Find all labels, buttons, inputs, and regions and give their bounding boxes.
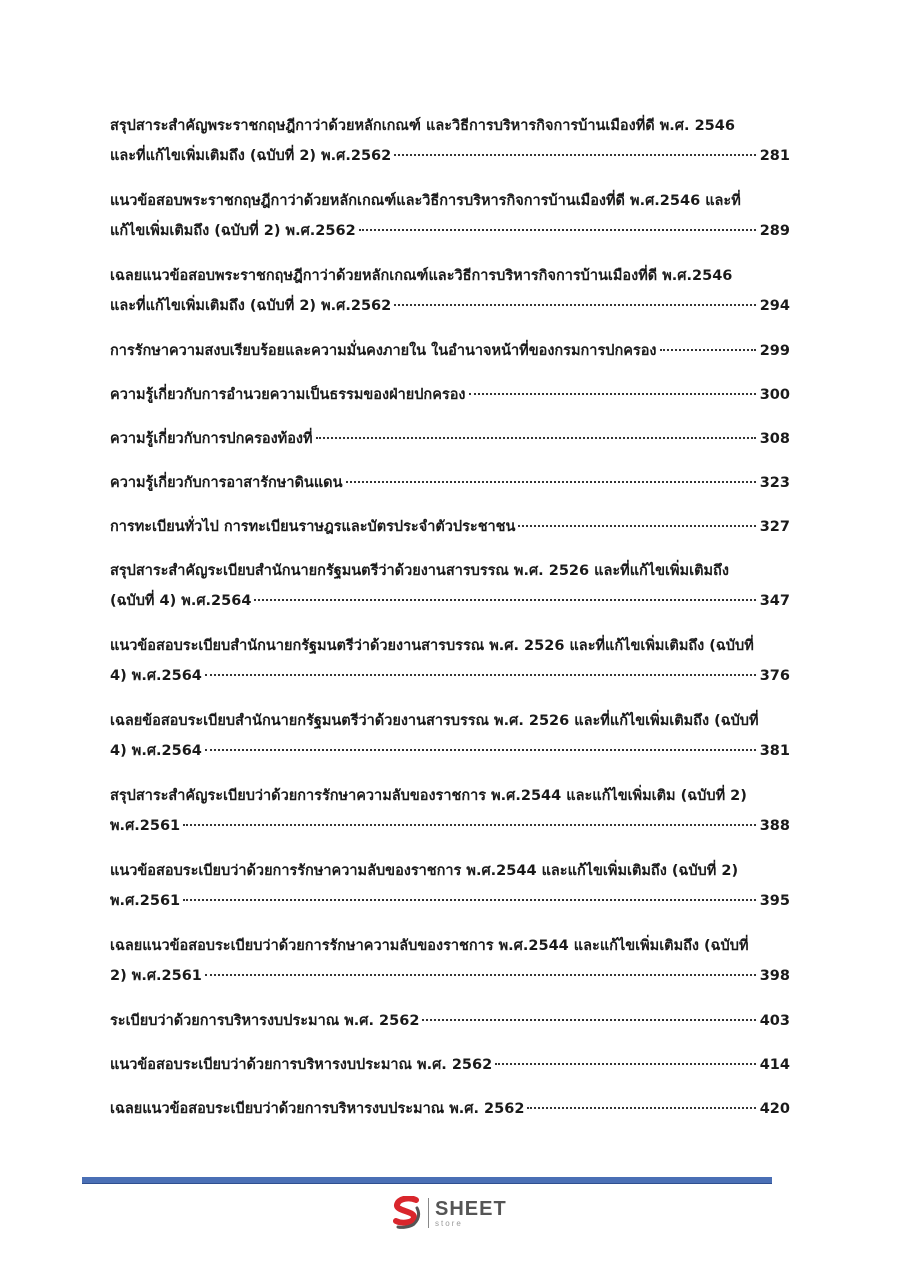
toc-entry-line bbox=[110, 886, 790, 916]
logo-sub-text: store bbox=[435, 1218, 463, 1228]
toc-entry-title-line1: เฉลยข้อสอบระเบียบสำนักนายกรัฐมนตรีว่าด้วยงานสารบรรณ พ.ศ. 2526 และที่แก้ไขเพิ่มเติมถึง (ฉบับที่ bbox=[110, 713, 759, 729]
toc-leader-dots bbox=[527, 1106, 755, 1109]
toc-entry bbox=[110, 1050, 790, 1080]
toc-page-number: 289 bbox=[759, 223, 790, 239]
toc-entry-title: พ.ศ.2561 bbox=[110, 818, 181, 834]
toc-entry-title-line1: สรุปสาระสำคัญพระราชกฤษฎีกาว่าด้วยหลักเกณฑ์ และวิธีการบริหารกิจการบ้านเมืองที่ดี พ.ศ. 2546 bbox=[110, 118, 735, 134]
toc-page-number: 323 bbox=[759, 475, 790, 491]
footer-rule bbox=[82, 1177, 772, 1184]
toc-entry-title: ความรู้เกี่ยวกับการปกครองท้องที่ bbox=[110, 431, 313, 447]
toc-entry-title: ความรู้เกี่ยวกับการอาสารักษาดินแดน bbox=[110, 475, 343, 491]
toc-leader-dots bbox=[495, 1062, 756, 1065]
toc-entry-title: 4) พ.ศ.2564 bbox=[110, 668, 202, 684]
toc-entry-line bbox=[110, 811, 790, 841]
toc-entry-title: 2) พ.ศ.2561 bbox=[110, 968, 202, 984]
toc-page-number: 388 bbox=[759, 818, 790, 834]
toc-page-number: 300 bbox=[759, 387, 790, 403]
toc-entry-title-line1: เฉลยแนวข้อสอบพระราชกฤษฎีกาว่าด้วยหลักเกณฑ์และวิธีการบริหารกิจการบ้านเมืองที่ดี พ.ศ.2546 bbox=[110, 268, 733, 284]
toc-page-number: 381 bbox=[759, 743, 790, 759]
logo-main-text: SHEET bbox=[435, 1197, 507, 1220]
toc-entry-line bbox=[110, 141, 790, 171]
toc-entry-title-line1: แนวข้อสอบระเบียบว่าด้วยการรักษาความลับของราชการ พ.ศ.2544 และแก้ไขเพิ่มเติมถึง (ฉบับที่ 2) bbox=[110, 863, 739, 879]
toc-entry-title: (ฉบับที่ 4) พ.ศ.2564 bbox=[110, 593, 252, 609]
toc-entry-title-line1: สรุปสาระสำคัญระเบียบสำนักนายกรัฐมนตรีว่าด้วยงานสารบรรณ พ.ศ. 2526 และที่แก้ไขเพิ่มเติมถึง bbox=[110, 563, 729, 579]
toc-entry bbox=[110, 1094, 790, 1124]
toc-entry-title-line1: แนวข้อสอบพระราชกฤษฎีกาว่าด้วยหลักเกณฑ์และวิธีการบริหารกิจการบ้านเมืองที่ดี พ.ศ.2546 และที่ bbox=[110, 193, 741, 209]
toc-page-number: 308 bbox=[759, 431, 790, 447]
toc-page-number: 414 bbox=[759, 1057, 790, 1073]
toc-leader-dots bbox=[205, 748, 756, 751]
table-of-contents bbox=[110, 111, 790, 1138]
toc-entry-title: 4) พ.ศ.2564 bbox=[110, 743, 202, 759]
toc-page-number: 347 bbox=[759, 593, 790, 609]
toc-page-number: 403 bbox=[759, 1013, 790, 1029]
toc-entry-title: เฉลยแนวข้อสอบระเบียบว่าด้วยการบริหารงบประมาณ พ.ศ. 2562 bbox=[110, 1101, 525, 1117]
toc-entry bbox=[110, 781, 790, 841]
logo-wordmark bbox=[435, 1199, 507, 1228]
toc-page-number: 327 bbox=[759, 519, 790, 535]
toc-leader-dots bbox=[205, 673, 756, 676]
toc-leader-dots bbox=[660, 348, 756, 351]
toc-entry-title: แนวข้อสอบระเบียบว่าด้วยการบริหารงบประมาณ พ.ศ. 2562 bbox=[110, 1057, 493, 1073]
toc-entry-title: และที่แก้ไขเพิ่มเติมถึง (ฉบับที่ 2) พ.ศ.2562 bbox=[110, 148, 392, 164]
logo-separator bbox=[428, 1198, 429, 1228]
toc-page-number: 420 bbox=[759, 1101, 790, 1117]
toc-entry bbox=[110, 856, 790, 916]
toc-leader-dots bbox=[254, 598, 755, 601]
toc-entry-line bbox=[110, 336, 790, 366]
toc-entry-title-line1: แนวข้อสอบระเบียบสำนักนายกรัฐมนตรีว่าด้วยงานสารบรรณ พ.ศ. 2526 และที่แก้ไขเพิ่มเติมถึง (ฉบับที่ bbox=[110, 638, 754, 654]
toc-entry bbox=[110, 931, 790, 991]
toc-leader-dots bbox=[422, 1018, 755, 1021]
toc-entry bbox=[110, 186, 790, 246]
toc-entry bbox=[110, 1006, 790, 1036]
toc-entry-line bbox=[110, 424, 790, 454]
toc-entry bbox=[110, 380, 790, 410]
toc-page-number: 395 bbox=[759, 893, 790, 909]
toc-entry-line bbox=[110, 1094, 790, 1124]
toc-leader-dots bbox=[316, 436, 756, 439]
toc-page-number: 294 bbox=[759, 298, 790, 314]
toc-leader-dots bbox=[518, 524, 755, 527]
toc-entry bbox=[110, 424, 790, 454]
toc-entry-title: ความรู้เกี่ยวกับการอำนวยความเป็นธรรมของฝ่ายปกครอง bbox=[110, 387, 466, 403]
sheet-store-logo bbox=[392, 1193, 507, 1233]
toc-leader-dots bbox=[183, 823, 756, 826]
toc-page-number: 299 bbox=[759, 343, 790, 359]
toc-entry-title-line1: เฉลยแนวข้อสอบระเบียบว่าด้วยการรักษาความลับของราชการ พ.ศ.2544 และแก้ไขเพิ่มเติมถึง (ฉบับที่ bbox=[110, 938, 749, 954]
toc-leader-dots bbox=[205, 973, 756, 976]
toc-page-number: 376 bbox=[759, 668, 790, 684]
toc-entry-line bbox=[110, 661, 790, 691]
toc-entry-line bbox=[110, 291, 790, 321]
toc-entry bbox=[110, 556, 790, 616]
toc-entry-line bbox=[110, 961, 790, 991]
toc-leader-dots bbox=[183, 898, 756, 901]
toc-leader-dots bbox=[394, 153, 755, 156]
toc-entry-title: และที่แก้ไขเพิ่มเติมถึง (ฉบับที่ 2) พ.ศ.2562 bbox=[110, 298, 392, 314]
toc-entry bbox=[110, 261, 790, 321]
toc-entry bbox=[110, 468, 790, 498]
toc-entry-title-line1: สรุปสาระสำคัญระเบียบว่าด้วยการรักษาความลับของราชการ พ.ศ.2544 และแก้ไขเพิ่มเติม (ฉบับที่ 2) bbox=[110, 788, 747, 804]
toc-entry bbox=[110, 631, 790, 691]
toc-entry-title: พ.ศ.2561 bbox=[110, 893, 181, 909]
toc-page-number: 281 bbox=[759, 148, 790, 164]
toc-entry-line bbox=[110, 512, 790, 542]
toc-entry bbox=[110, 111, 790, 171]
toc-entry bbox=[110, 336, 790, 366]
toc-page-number: 398 bbox=[759, 968, 790, 984]
toc-leader-dots bbox=[359, 228, 756, 231]
toc-entry-title: ระเบียบว่าด้วยการบริหารงบประมาณ พ.ศ. 2562 bbox=[110, 1013, 420, 1029]
toc-entry-line bbox=[110, 468, 790, 498]
toc-leader-dots bbox=[346, 480, 756, 483]
toc-leader-dots bbox=[469, 392, 756, 395]
toc-leader-dots bbox=[394, 303, 755, 306]
toc-entry-line bbox=[110, 736, 790, 766]
toc-entry-title: แก้ไขเพิ่มเติมถึง (ฉบับที่ 2) พ.ศ.2562 bbox=[110, 223, 356, 239]
toc-entry-line bbox=[110, 380, 790, 410]
toc-entry-title: การรักษาความสงบเรียบร้อยและความมั่นคงภายใน ในอำนาจหน้าที่ของกรมการปกครอง bbox=[110, 343, 657, 359]
toc-entry-line bbox=[110, 1006, 790, 1036]
logo-s-icon bbox=[392, 1196, 422, 1230]
toc-entry-line bbox=[110, 586, 790, 616]
toc-entry-title: การทะเบียนทั่วไป การทะเบียนราษฎรและบัตรประจำตัวประชาชน bbox=[110, 519, 516, 535]
toc-entry bbox=[110, 512, 790, 542]
toc-entry-line bbox=[110, 1050, 790, 1080]
toc-entry bbox=[110, 706, 790, 766]
toc-entry-line bbox=[110, 216, 790, 246]
